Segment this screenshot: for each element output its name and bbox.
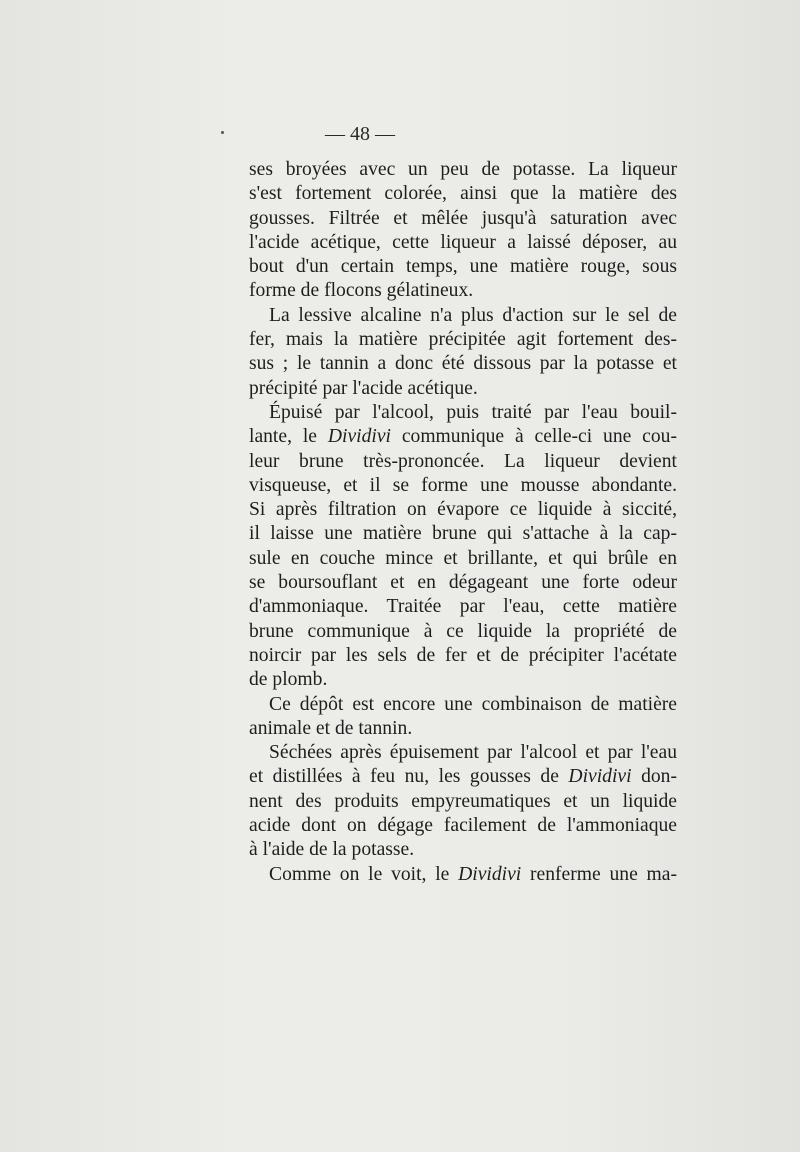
text-segment: Ce dépôt est encore une combinaison de matière — [269, 693, 677, 715]
text-segment: nent des produits empyreumatiques et un liquide — [249, 790, 677, 812]
text-line — [249, 644, 677, 668]
text-segment: animale et de tannin. — [249, 717, 413, 739]
text-line — [249, 401, 677, 425]
text-segment: Si après filtration on évapore ce liquide à siccité, — [249, 499, 677, 521]
text-segment: sule en couche mince et brillante, et qui brûle en — [249, 547, 677, 569]
text-segment: acide dont on dégage facilement de l'ammoniaque — [249, 815, 677, 837]
text-line — [249, 474, 677, 498]
italic-term: Dividivi — [458, 863, 522, 885]
text-segment: ses broyées avec un peu de potasse. La liqueur — [249, 159, 677, 180]
text-segment: l'acide acétique, cette liqueur a laissé déposer, au — [249, 231, 677, 253]
text-segment: de plomb. — [249, 669, 328, 691]
text-line — [249, 790, 677, 814]
text-segment: lante, le — [249, 426, 328, 448]
body-text — [249, 158, 677, 887]
page-number: — 48 — — [325, 123, 395, 145]
text-line — [249, 231, 677, 255]
text-segment: précipité par l'acide acétique. — [249, 377, 478, 399]
text-line — [249, 668, 677, 692]
text-segment: forme de flocons gélatineux. — [249, 280, 474, 302]
text-segment: bout d'un certain temps, une matière rouge, sous — [249, 256, 677, 278]
text-line — [249, 838, 677, 862]
text-line — [249, 352, 677, 376]
text-segment: noircir par les sels de fer et de précipiter l'acétate — [249, 644, 677, 666]
text-segment: d'ammoniaque. Traitée par l'eau, cette matière — [249, 596, 677, 618]
text-segment: Séchées après épuisement par l'alcool et par l'eau — [269, 742, 677, 764]
text-segment: communique à celle-ci une cou- — [390, 426, 677, 448]
text-line — [249, 158, 677, 182]
text-segment: don- — [631, 766, 677, 788]
text-segment: gousses. Filtrée et mêlée jusqu'à saturation avec — [249, 207, 677, 229]
text-line — [249, 547, 677, 571]
text-segment: s'est fortement colorée, ainsi que la matière des — [249, 183, 677, 205]
text-line — [249, 328, 677, 352]
text-line — [249, 595, 677, 619]
text-segment: se boursouflant et en dégageant une forte odeur — [249, 572, 677, 594]
text-segment: renferme une ma- — [521, 863, 677, 885]
text-line — [249, 620, 677, 644]
text-segment: visqueuse, et il se forme une mousse abondante. — [249, 474, 677, 496]
text-line — [249, 207, 677, 231]
text-line — [249, 182, 677, 206]
text-line — [249, 741, 677, 765]
text-segment: il laisse une matière brune qui s'attache à la cap- — [249, 523, 677, 545]
text-line — [249, 498, 677, 522]
text-line — [249, 571, 677, 595]
text-segment: leur brune très-prononcée. La liqueur devient — [249, 450, 677, 472]
italic-term: Dividivi — [327, 426, 391, 448]
text-line — [249, 693, 677, 717]
text-line — [249, 255, 677, 279]
text-line — [249, 522, 677, 546]
text-segment: brune communique à ce liquide la propriété de — [249, 620, 677, 642]
text-line — [249, 304, 677, 328]
text-line — [249, 425, 677, 449]
text-line — [249, 377, 677, 401]
text-segment: et distillées à feu nu, les gousses de — [249, 766, 569, 788]
text-line — [249, 717, 677, 741]
text-line — [249, 814, 677, 838]
text-segment: La lessive alcaline n'a plus d'action sur le sel de — [269, 304, 677, 326]
text-segment: Comme on le voit, le — [269, 863, 459, 885]
text-segment: sus ; le tannin a donc été dissous par la potasse et — [249, 353, 677, 375]
text-segment: à l'aide de la potasse. — [249, 839, 415, 861]
text-segment: fer, mais la matière précipitée agit fortement des- — [249, 329, 677, 351]
text-line — [249, 279, 677, 303]
text-line — [249, 765, 677, 789]
text-segment: Épuisé par l'alcool, puis traité par l'eau bouil- — [269, 401, 677, 423]
text-line — [249, 863, 677, 887]
italic-term: Dividivi — [568, 766, 632, 788]
text-line — [249, 450, 677, 474]
